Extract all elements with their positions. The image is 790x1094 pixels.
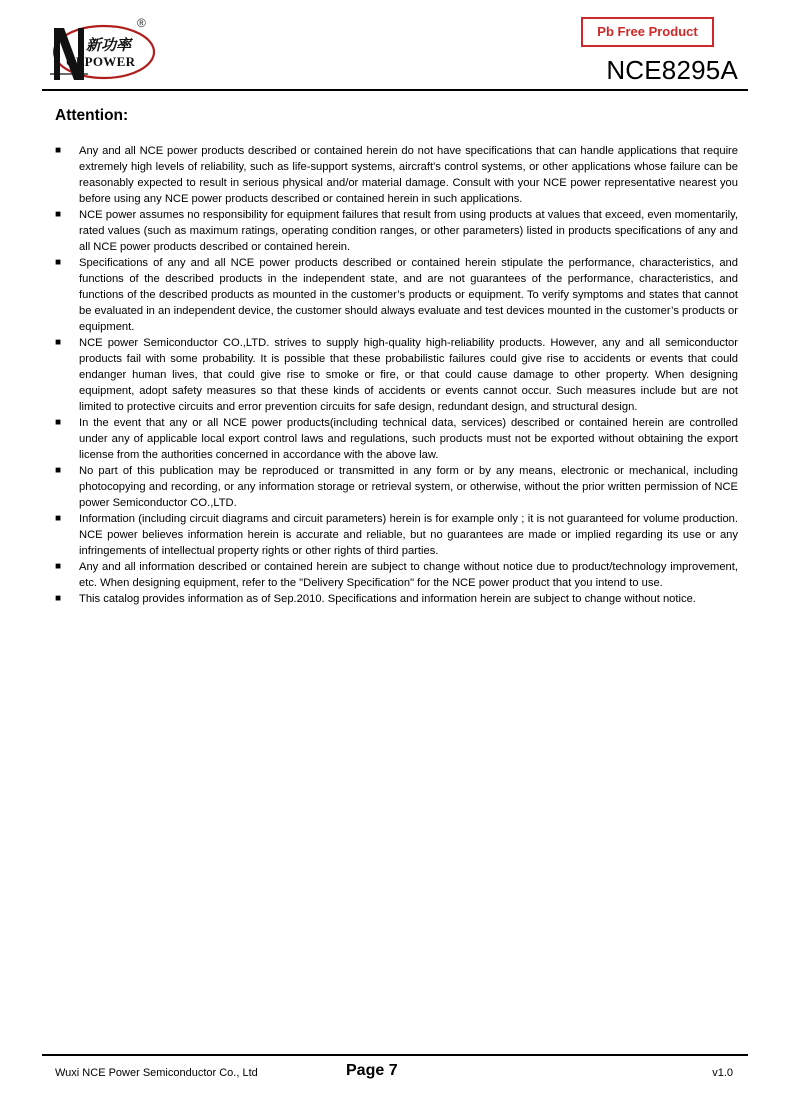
list-item [55,143,738,207]
list-item-text: This catalog provides information as of Sep.2010. Specifications and information herein are subject to change without notice. [79,593,696,605]
bullet-square-icon: ■ [55,561,62,572]
pb-free-badge: Pb Free Product [581,17,714,47]
footer-divider [42,1054,748,1056]
footer-company: Wuxi NCE Power Semiconductor Co., Ltd [55,1067,258,1079]
logo-english-name: CEPOWER [66,54,136,69]
list-item-text: NCE power assumes no responsibility for equipment failures that result from using products at values that exceed, even momentarily, rated values (such as maximum ratings, operating condition ranges, or other parameters) listed in products specifications of any and all NCE power products described or contained herein. [79,209,738,253]
list-item-text: Any and all information described or contained herein are subject to change without notice due to product/technology improvement, etc. When designing equipment, refer to the "Delivery Specification" for the NCE power product that you intend to use. [79,561,738,589]
bullet-square-icon: ■ [55,513,62,524]
list-item-text: In the event that any or all NCE power products(including technical data, services) described or contained herein are controlled under any of applicable local export control laws and regulations, such products must not be exported without obtaining the export license from the authorities concerned in accordance with the above law. [79,417,738,461]
list-item-text: Any and all NCE power products described or contained herein do not have specifications that can handle applications that require extremely high levels of reliability, such as life-support systems, aircraft's control systems, or other applications whose failure can be reasonably expected to result in serious physical and/or material damage. Consult with your NCE power representative nearest you before using any NCE power products described or contained herein in such applications. [79,145,738,205]
list-item [55,559,738,591]
list-item [55,335,738,415]
list-item-text: Specifications of any and all NCE power products described or contained herein stipulate the performance, characteristics, and functions of the described products in the independent state, and are not guarantees of the performance, characteristics, and functions of the described products as mounted in the customer’s products or equipment. To verify symptoms and states that cannot be evaluated in an independent device, the customer should always evaluate and test devices mounted in the customer’s products or equipment. [79,257,738,333]
bullet-square-icon: ■ [55,465,62,476]
list-item [55,415,738,463]
document-version: v1.0 [712,1067,733,1079]
list-item [55,207,738,255]
bullet-square-icon: ■ [55,417,62,428]
bullet-square-icon: ■ [55,257,62,268]
attention-list [55,143,738,607]
list-item-text: Information (including circuit diagrams and circuit parameters) herein is for example only ; it is not guaranteed for volume production. NCE power believes information herein is accurate and reliable, but no guarantees are made or implied regarding its use or any infringements of intellectual property rights or other rights of third parties. [79,513,738,557]
bullet-square-icon: ■ [55,593,62,604]
bullet-square-icon: ■ [55,145,62,156]
part-number: NCE8295A [606,55,738,85]
list-item [55,511,738,559]
page-number: Page 7 [346,1062,398,1079]
bullet-square-icon: ■ [55,337,62,348]
logo-chinese-name: 新功率 [86,36,132,54]
company-logo [48,14,160,86]
list-item [55,591,738,607]
section-heading: Attention: [55,107,129,124]
list-item-text: No part of this publication may be reproduced or transmitted in any form or by any means, electronic or mechanical, including photocopying and recording, or any information storage or retrieval system, or otherwise, without the prior written permission of NCE power Semiconductor CO.,LTD. [79,465,738,509]
list-item [55,463,738,511]
header-divider [42,89,748,91]
bullet-square-icon: ■ [55,209,62,220]
registered-mark: ® [137,16,146,30]
list-item-text: NCE power Semiconductor CO.,LTD. strives to supply high-quality high-reliability products. However, any and all semiconductor products fail with some probability. It is possible that these probabilistic failures could give rise to accidents or events that could endanger human lives, that could give rise to smoke or fire, or that could cause damage to other property. When designing equipment, adopt safety measures so that these kinds of accidents or events cannot occur. Such measures include but are not limited to protective circuits and error prevention circuits for safe design, redundant design, and structural design. [79,337,738,413]
list-item [55,255,738,335]
